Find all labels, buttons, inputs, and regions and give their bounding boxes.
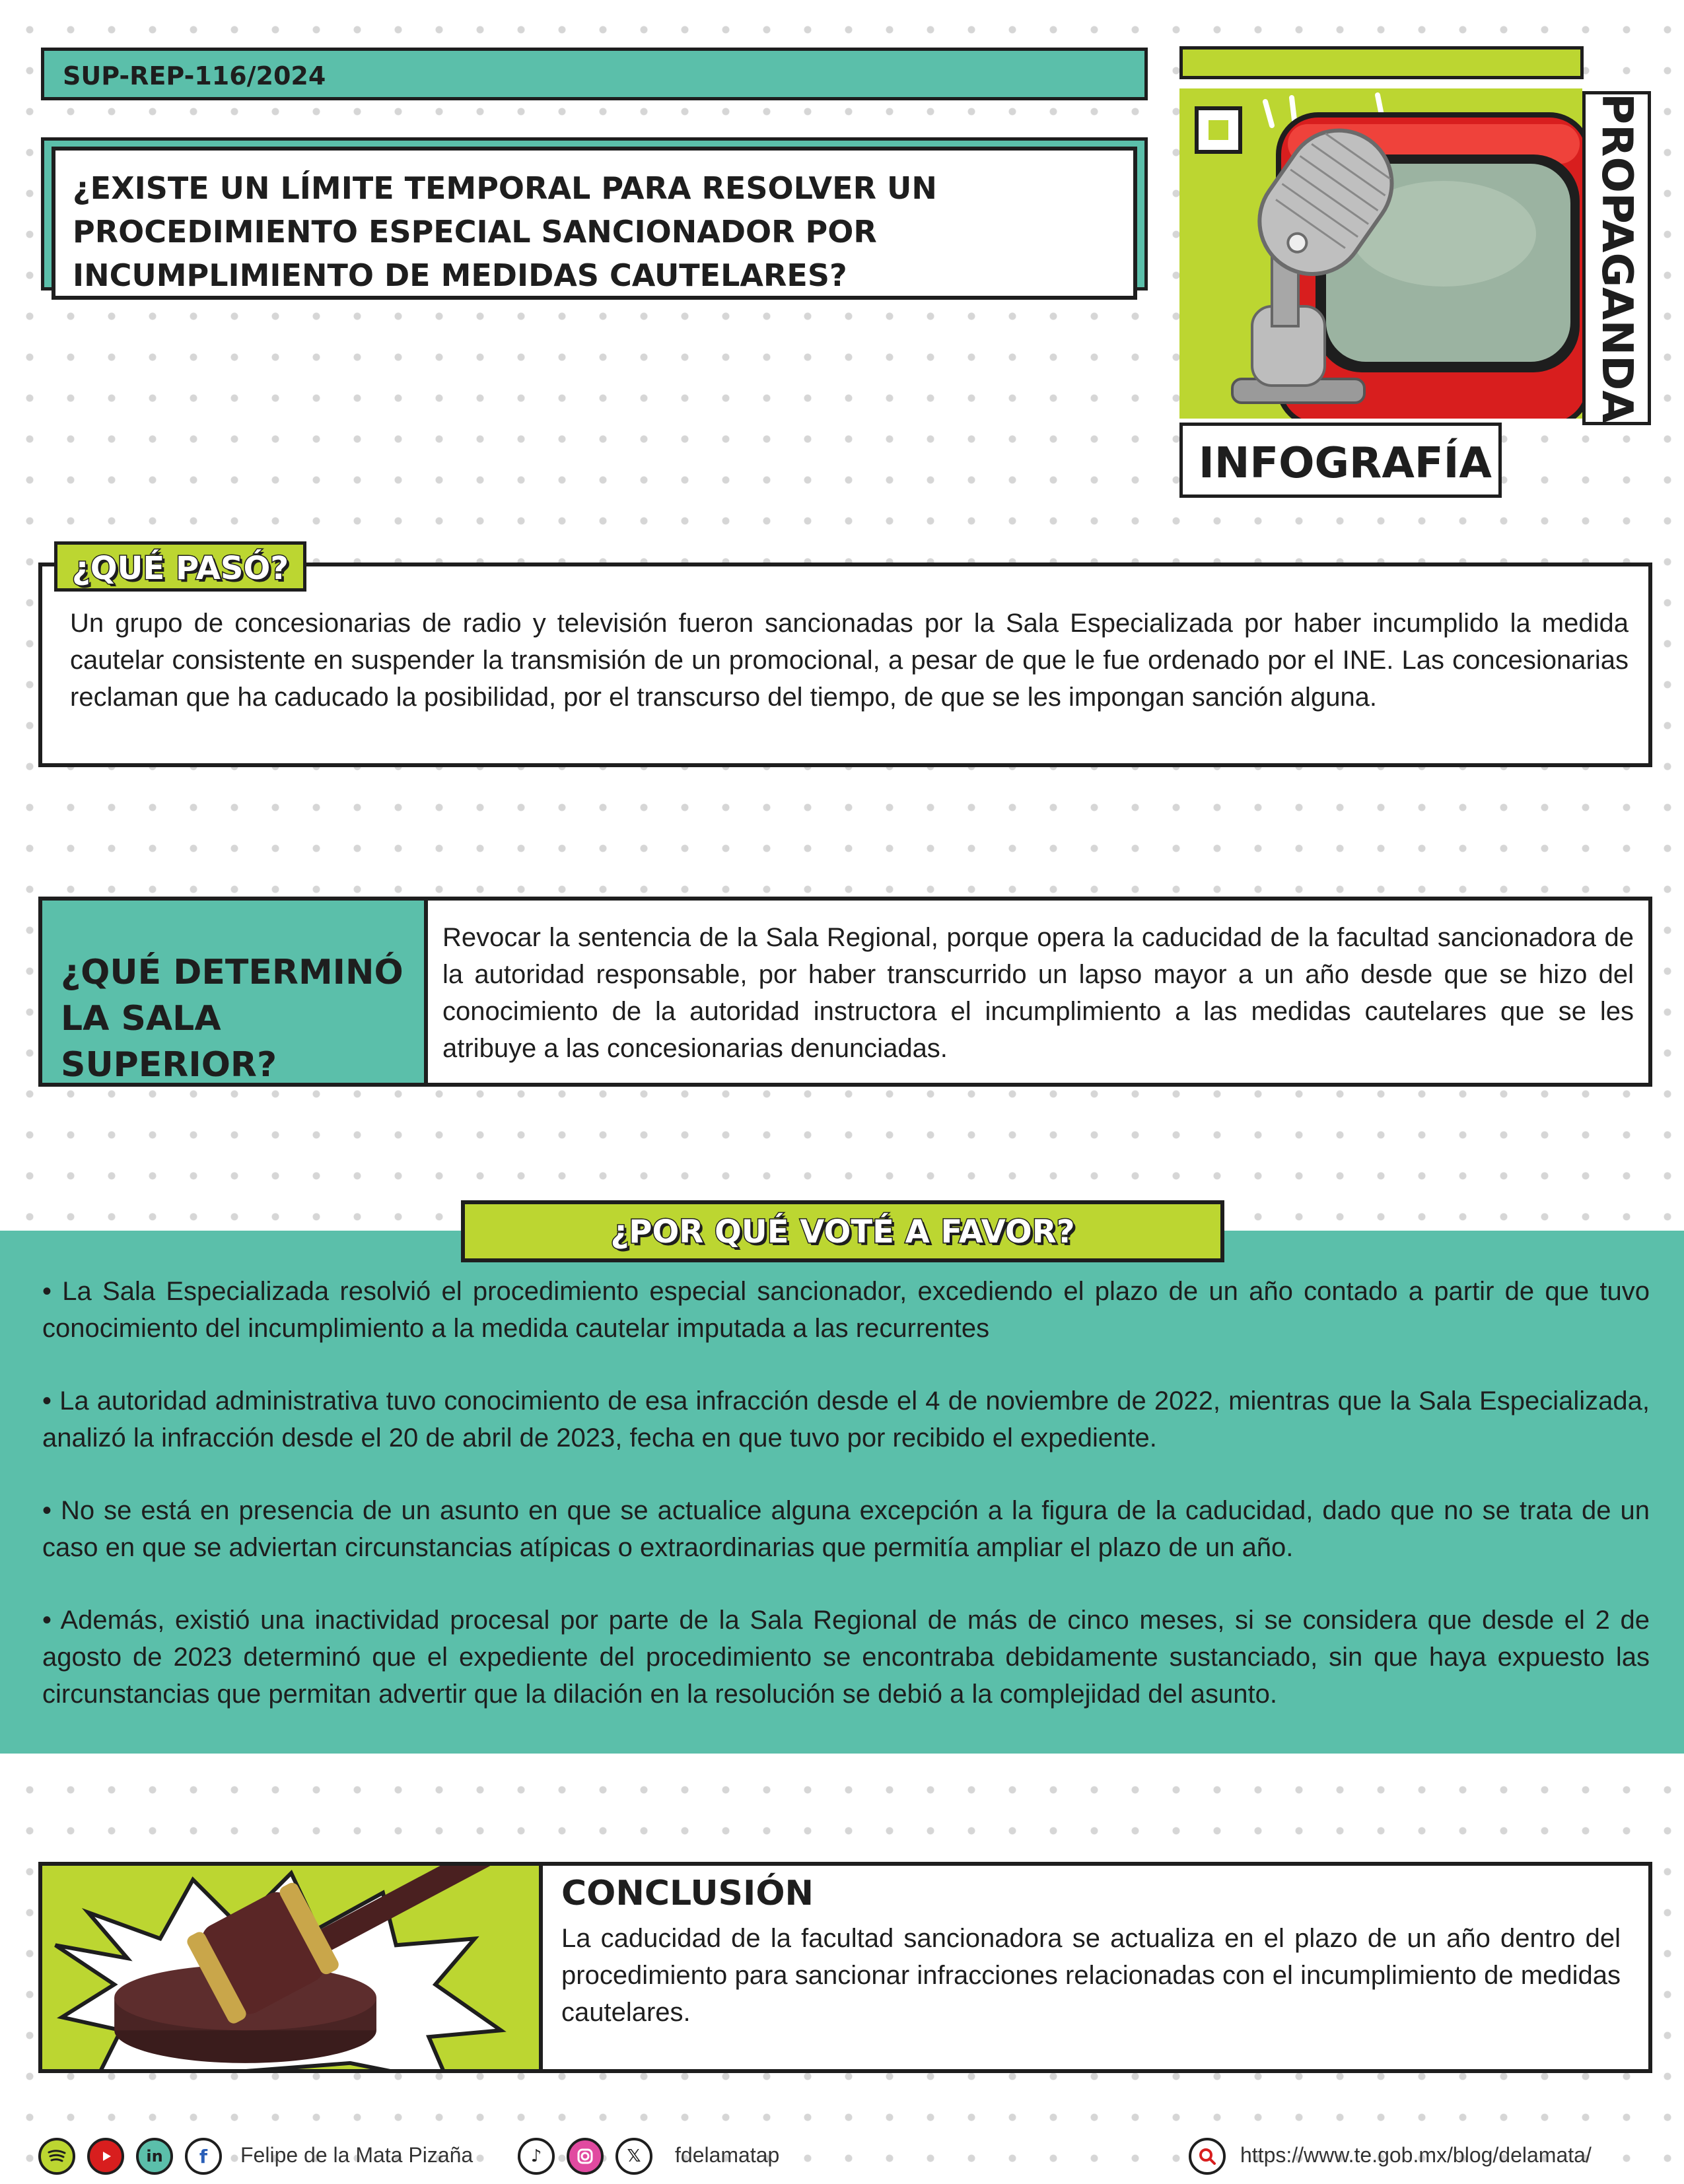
doc-type-label bbox=[1179, 423, 1502, 498]
footer-handle: fdelamatap bbox=[675, 2143, 780, 2167]
gavel-icon bbox=[42, 1866, 539, 2069]
vote-point: • Además, existió una inactividad procesal por parte de la Sala Regional de más de cinco meses, si se considera que desde el 2 de agosto de 2023 determinó que el expediente del procedimiento se encontraba debidamente sustanciado, sin que haya expuesto las circunstancias que permitan advertir que la dilación en la resolución se debió a la complejidad del asunto. bbox=[42, 1606, 1650, 1709]
case-number: SUP-REP-116/2024 bbox=[63, 61, 326, 90]
doc-type-text: INFOGRAFÍA bbox=[1199, 439, 1492, 488]
que-paso-box bbox=[38, 563, 1652, 767]
youtube-icon[interactable] bbox=[87, 2138, 124, 2175]
que-determino-text: Revocar la sentencia de la Sala Regional, porque opera la caducidad de la facultad sancionadora de la autoridad responsable, por haber transcurrido un lapso mayor a un año desde que se hizo del conocimiento de la autoridad instructora el incumplimiento a las medidas cautelares que se les atribuye a las concesionarias denunciadas. bbox=[442, 923, 1634, 1063]
por-que-vote-list bbox=[42, 1273, 1650, 1748]
microphone-tv-illustration bbox=[1179, 88, 1582, 419]
vote-point: • La Sala Especializada resolvió el procedimiento especial sancionador, excediendo el plazo de un año contado a partir de que tuvo conocimiento del incumplimiento a la medida cautelar imputada a las recurrentes bbox=[42, 1277, 1650, 1343]
que-determino-body bbox=[442, 919, 1634, 1067]
x-icon[interactable]: 𝕏 bbox=[615, 2138, 652, 2175]
instagram-icon[interactable] bbox=[567, 2138, 604, 2175]
tiktok-icon[interactable]: ♪ bbox=[518, 2138, 555, 2175]
hero-top-bar bbox=[1179, 46, 1584, 79]
conclusion-text: La caducidad de la facultad sancionadora se actualiza en el plazo de un año dentro del procedimiento para sancionar infracciones relacionadas con el incumplimiento de medidas cautelares. bbox=[561, 1924, 1621, 2027]
footer bbox=[38, 2138, 1652, 2184]
conclusion-body bbox=[561, 1920, 1621, 2031]
search-icon[interactable] bbox=[1189, 2138, 1226, 2175]
question-box bbox=[52, 147, 1137, 300]
que-paso-label-text: ¿QUÉ PASÓ? bbox=[71, 550, 289, 587]
conclusion-title: CONCLUSIÓN bbox=[561, 1874, 814, 1913]
footer-url[interactable]: https://www.te.gob.mx/blog/delamata/ bbox=[1240, 2143, 1592, 2167]
que-determino-box bbox=[38, 897, 1652, 1087]
vote-point: • No se está en presencia de un asunto en que se actualice alguna excepción a la figura de la caducidad, dado que no se trata de un caso en que se adviertan circunstancias atípicas o extraordinarias que permitía ampliar el plazo de un año. bbox=[42, 1496, 1650, 1562]
que-determino-label-text: ¿QUÉ DETERMINÓ LA SALA SUPERIOR? bbox=[61, 953, 403, 1085]
vote-point: • La autoridad administrativa tuvo conocimiento de esa infracción desde el 4 de noviembre de 2022, mientras que la Sala Especializada, analizó la infracción desde el 20 de abril de 2023, fecha en que tuvo por recibido el expediente. bbox=[42, 1386, 1650, 1452]
que-paso-label bbox=[54, 541, 306, 592]
category-text: PROPAGANDA bbox=[1592, 93, 1641, 423]
que-paso-text: Un grupo de concesionarias de radio y televisión fueron sancionadas por la Sala Especializada por haber incumplido la medida cautelar consistente en suspender la transmisión de un promocional, a pesar de que le fue ordenado por el INE. Las concesionarias reclaman que ha caducado la posibilidad, por el transcurso del tiempo, de que se les impongan sanción alguna. bbox=[70, 609, 1629, 712]
gavel-illustration bbox=[42, 1866, 543, 2069]
facebook-icon[interactable]: f bbox=[185, 2138, 222, 2175]
que-determino-label bbox=[42, 901, 428, 1083]
spotify-icon[interactable] bbox=[38, 2138, 75, 2175]
hero-illustration bbox=[1179, 88, 1582, 419]
category-vertical-label bbox=[1582, 91, 1651, 425]
conclusion-box bbox=[38, 1862, 1652, 2073]
por-que-vote-label-text: ¿POR QUÉ VOTÉ A FAVOR? bbox=[610, 1213, 1075, 1250]
footer-name: Felipe de la Mata Pizaña bbox=[240, 2143, 474, 2167]
question-title: ¿EXISTE UN LÍMITE TEMPORAL PARA RESOLVER UN PROCEDIMIENTO ESPECIAL SANCIONADOR POR INCUMPLIMIENTO DE MEDIDAS CAUTELARES? bbox=[73, 170, 937, 293]
linkedin-icon[interactable]: in bbox=[136, 2138, 173, 2175]
por-que-vote-label bbox=[461, 1200, 1224, 1262]
case-number-bar bbox=[41, 48, 1148, 100]
